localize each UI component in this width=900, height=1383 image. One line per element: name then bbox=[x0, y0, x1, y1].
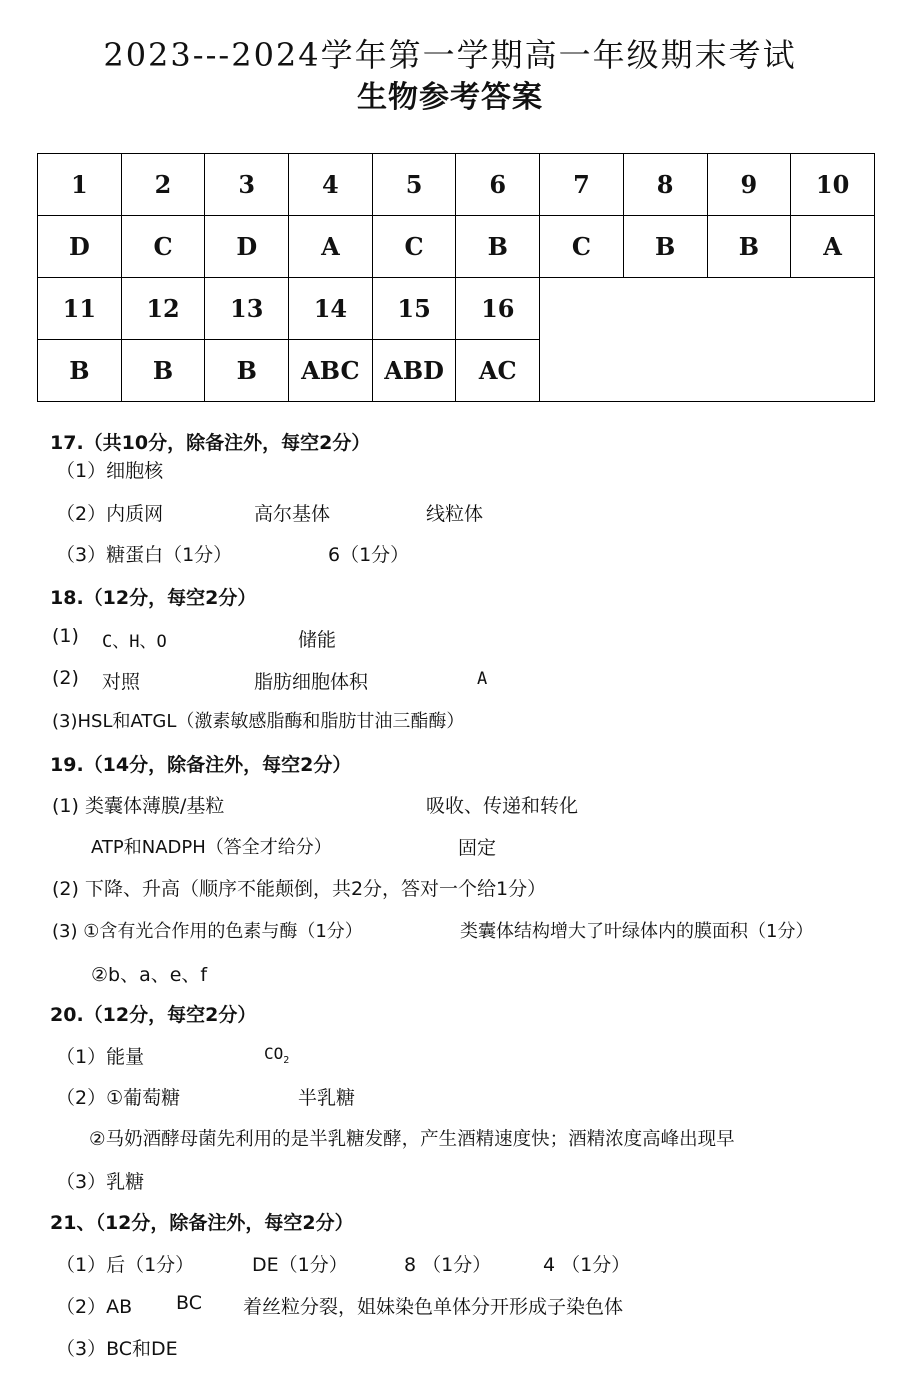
q18-answer-2a: 对照 bbox=[102, 671, 141, 693]
answer-cell: ABD bbox=[372, 340, 456, 402]
q21-heading: 21、（12分，除备注外，每空2分） bbox=[50, 1212, 354, 1234]
answer-cell: D bbox=[38, 216, 122, 278]
q17-answer-2a: （2）内质网 bbox=[56, 503, 164, 525]
q19-answer-2a: ATP和NADPH（答全才给分） bbox=[91, 837, 332, 858]
q21-answer-2c: 着丝粒分裂，姐妹染色单体分开形成子染色体 bbox=[243, 1296, 624, 1318]
q19-answer-4a: (3) ①含有光合作用的色素与酶（1分） bbox=[52, 921, 363, 942]
q18-answer-2c: A bbox=[477, 669, 488, 689]
answer-table bbox=[37, 153, 875, 402]
answer-cell: A bbox=[791, 216, 875, 278]
q21-answer-1a: （1）后（1分） bbox=[56, 1254, 195, 1276]
answer-cell: B bbox=[121, 340, 205, 402]
q19-answer-1b: 吸收、传递和转化 bbox=[426, 795, 579, 817]
q21-answer-3: （3）BC和DE bbox=[56, 1338, 178, 1360]
q19-answer-3: (2) 下降、升高（顺序不能颠倒，共2分，答对一个给1分） bbox=[52, 878, 547, 900]
q17-answer-3a: （3）糖蛋白（1分） bbox=[56, 544, 233, 566]
table-row bbox=[38, 278, 875, 340]
question-number: 8 bbox=[623, 154, 707, 216]
answer-key-title: 生物参考答案 bbox=[357, 80, 543, 115]
answer-cell: B bbox=[38, 340, 122, 402]
q19-answer-5: ②b、a、e、f bbox=[91, 964, 208, 986]
question-number: 16 bbox=[456, 278, 540, 340]
q21-answer-1b: DE（1分） bbox=[252, 1254, 348, 1276]
question-number: 1 bbox=[38, 154, 122, 216]
table-row bbox=[38, 154, 875, 216]
q20-answer-4: （3）乳糖 bbox=[56, 1171, 145, 1193]
answer-cell: B bbox=[205, 340, 289, 402]
q18-heading: 18.（12分，每空2分） bbox=[50, 587, 257, 609]
question-number: 3 bbox=[205, 154, 289, 216]
question-number: 9 bbox=[707, 154, 791, 216]
q21-answer-1d: 4 （1分） bbox=[543, 1254, 631, 1276]
q18-label-1: (1) bbox=[52, 625, 79, 647]
table-row bbox=[38, 216, 875, 278]
q18-answer-1b: 储能 bbox=[298, 629, 337, 651]
co2-subscript: 2 bbox=[283, 1055, 290, 1067]
answer-cell: C bbox=[372, 216, 456, 278]
question-number: 4 bbox=[289, 154, 373, 216]
answer-cell: C bbox=[540, 216, 624, 278]
q20-answer-1a: （1）能量 bbox=[56, 1046, 145, 1068]
q18-answer-2b: 脂肪细胞体积 bbox=[254, 671, 369, 693]
answer-cell: D bbox=[205, 216, 289, 278]
question-number: 11 bbox=[38, 278, 122, 340]
answer-cell: ABC bbox=[289, 340, 373, 402]
q20-answer-1b bbox=[264, 1044, 289, 1066]
q18-answer-3: (3)HSL和ATGL（激素敏感脂酶和脂肪甘油三酯酶） bbox=[52, 711, 465, 732]
q18-answer-1a: C、H、O bbox=[102, 632, 167, 652]
co2-text: CO bbox=[264, 1044, 284, 1063]
question-number: 12 bbox=[121, 278, 205, 340]
question-number: 10 bbox=[791, 154, 875, 216]
q20-heading: 20.（12分，每空2分） bbox=[50, 1004, 257, 1026]
q21-answer-2b: BC bbox=[176, 1292, 202, 1314]
answer-cell: B bbox=[623, 216, 707, 278]
q20-answer-3: ②马奶酒酵母菌先利用的是半乳糖发酵，产生酒精速度快；酒精浓度高峰出现早 bbox=[89, 1129, 735, 1150]
q21-answer-1c: 8 （1分） bbox=[404, 1254, 492, 1276]
empty-cell bbox=[540, 278, 875, 402]
question-number: 15 bbox=[372, 278, 456, 340]
question-number: 2 bbox=[121, 154, 205, 216]
question-number: 7 bbox=[540, 154, 624, 216]
answer-cell: AC bbox=[456, 340, 540, 402]
q19-answer-4b: 类囊体结构增大了叶绿体内的膜面积（1分） bbox=[460, 921, 814, 942]
answer-cell: A bbox=[289, 216, 373, 278]
question-number: 13 bbox=[205, 278, 289, 340]
q17-heading: 17.（共10分，除备注外，每空2分） bbox=[50, 432, 371, 454]
q20-answer-2b: 半乳糖 bbox=[298, 1087, 356, 1109]
answer-cell: B bbox=[456, 216, 540, 278]
exam-title: 2023---2024学年第一学期高一年级期末考试 bbox=[103, 36, 797, 74]
q19-answer-2b: 固定 bbox=[458, 837, 497, 859]
answer-cell: C bbox=[121, 216, 205, 278]
q17-answer-1: （1）细胞核 bbox=[56, 460, 164, 482]
q21-answer-2a: （2）AB bbox=[56, 1296, 133, 1318]
question-number: 6 bbox=[456, 154, 540, 216]
question-number: 14 bbox=[289, 278, 373, 340]
q17-answer-3b: 6（1分） bbox=[328, 544, 410, 566]
q20-answer-2a: （2）①葡萄糖 bbox=[56, 1087, 181, 1109]
q19-answer-1a: (1) 类囊体薄膜/基粒 bbox=[52, 795, 225, 817]
q18-label-2: (2) bbox=[52, 667, 79, 689]
q17-answer-2b: 高尔基体 bbox=[254, 503, 331, 525]
q17-answer-2c: 线粒体 bbox=[426, 503, 484, 525]
answer-cell: B bbox=[707, 216, 791, 278]
question-number: 5 bbox=[372, 154, 456, 216]
q19-heading: 19.（14分，除备注外，每空2分） bbox=[50, 754, 352, 776]
